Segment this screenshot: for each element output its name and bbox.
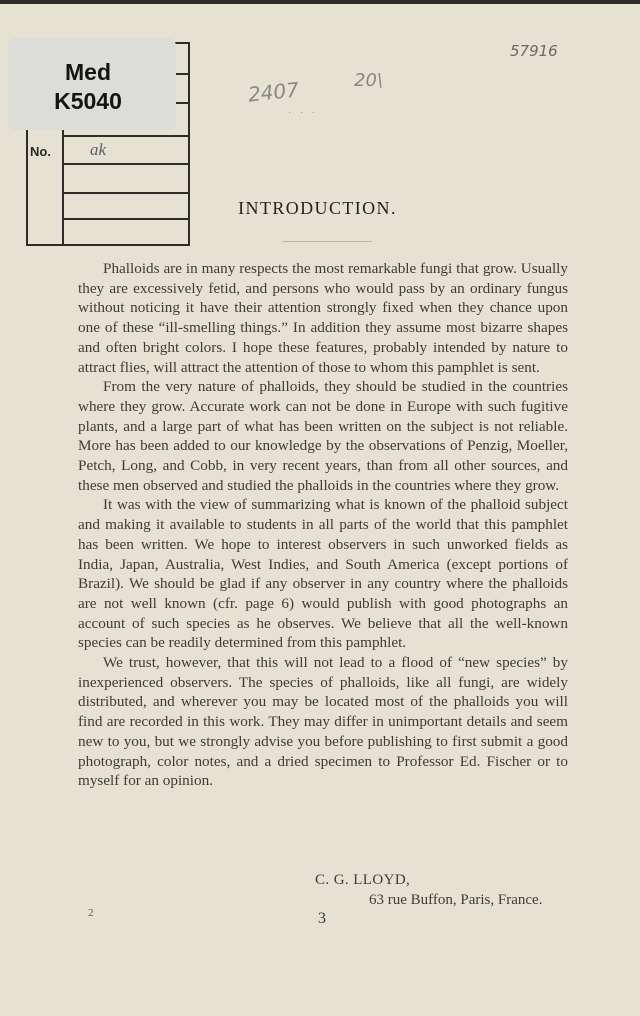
author-name: C. G. LLOYD, (315, 872, 411, 888)
card-row-line (62, 192, 188, 194)
shelfmark-label (8, 38, 176, 130)
pencil-annotation: 20\ (354, 70, 383, 91)
card-row-line (62, 163, 188, 165)
card-row-line (62, 135, 188, 137)
shelfmark-line-1: Med (65, 59, 111, 85)
page-mark-left: 2 (88, 907, 94, 919)
author-address: 63 rue Buffon, Paris, France. (369, 892, 543, 908)
signature-block (315, 870, 542, 910)
corner-accession-number: 57916 (510, 42, 558, 60)
card-handwritten-entry: ak (90, 140, 107, 159)
page-number: 3 (318, 910, 326, 927)
paragraph: We trust, however, that this will not lead to a flood of “new species” by inexperienced observers. The species of phalloids, like all fungi, are widely distributed, and wherever you may be located most of the phalloids you will find are recorded in this work. They may differ in unimportant details and seem new to you, but we strongly advise you before publishing to first submit a good photograph, color notes, and a dried specimen to Professor Ed. Fischer or to myself for an opinion. (78, 654, 568, 790)
card-no-label: No. (30, 144, 51, 159)
shelfmark-line-2: K5040 (54, 88, 122, 114)
paragraph: It was with the view of summarizing what is known of the phalloid subject and making it available to students in all parts of the world that this pamphlet has been written. We hope to interest observers in such unworked fields as India, Japan, Australia, West Indies, and South America (except portions of Brazil). We should be glad if any observer in any country where the phalloids are not well known (cfr. page 6) would publish with good photographs an account of such species as he observes. We believe that all the well-known species can be readily determined from this pamphlet. (78, 496, 568, 652)
pencil-dots: · · · (288, 108, 318, 119)
top-border (0, 0, 640, 4)
page-title: INTRODUCTION. (238, 198, 397, 218)
pencil-annotation: 2407 (246, 77, 301, 107)
paragraph: Phalloids are in many respects the most remarkable fungi that grow. Usually they are excessively fetid, and persons who would pass by an ordinary fungus without noticing it have their attention strongly fixed when they chance upon one of these “ill-smelling things.” In addition they assume most bizarre shapes and often bright colors. I hope these features, probably intended by nature to attract flies, will attract the attention of those to whom this pamphlet is sent. (78, 260, 568, 376)
body-text (78, 259, 568, 791)
paragraph: From the very nature of phalloids, they should be studied in the countries where they grow. Accurate work can not be done in Europe with such fugitive plants, and a large part of what has been written on the subject is not reliable. More has been added to our knowledge by the observations of Penzig, Moeller, Petch, Long, and Cobb, in very recent years, than from all other sources, and these men observed and studied the phalloids in the countries where they grow. (78, 378, 568, 494)
title-divider (282, 241, 372, 242)
